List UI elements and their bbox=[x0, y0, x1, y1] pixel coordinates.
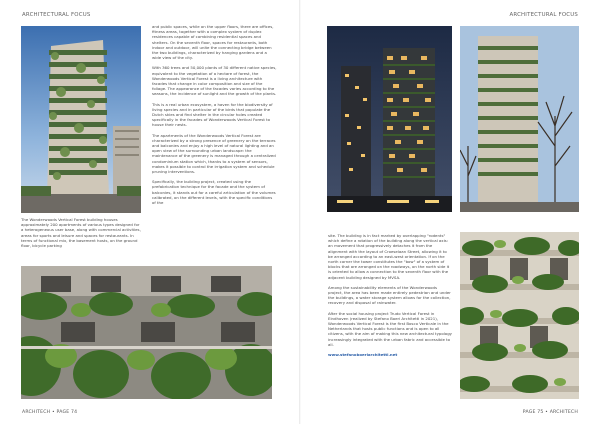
right-text-col-c bbox=[328, 233, 452, 362]
section-header-left: ARCHITECTURAL FOCUS bbox=[22, 12, 91, 18]
tower-daylight-photo bbox=[21, 26, 141, 213]
footer-left: ARCHITECH • PAGE 74 bbox=[22, 410, 78, 415]
paragraph: site. The building is in fact marked by overlapping "rodents" which define a rotation of the building along the vertical axis: an movement that progressively detaches it from the alignment with the layout of Croeselaan Street, allowing it to be arranged according to an east-west orientation. If on the north corner the tower constitutes the "bow" of a system of blocks that are arranged on the roadways, on the north side it is oriented to allow a connection to the seventh floor with the adjacent building designed by MVSA. bbox=[328, 233, 450, 280]
green-facade-photo bbox=[21, 266, 272, 399]
paragraph: Specifically, the building project, created using the prefabrication technique for the facade and the system of balconies, it stands out for a careful articulation of the volumes calibrated, on the different levels, with the specific conditions of the bbox=[152, 179, 276, 206]
left-text-col-a bbox=[21, 217, 141, 253]
paragraph: and public spaces, while on the upper floors, there are offices, fitness areas, together with a complex system of duplex residences capable of combining residential spaces and shelters. On the seventh floor, spaces for restaurants, both indoor and outdoor, will unite the connecting bridge between the two buildings, characterized by hanging gardens and a wide view of the city. bbox=[152, 24, 274, 61]
tower-night-photo bbox=[327, 26, 452, 212]
left-text-col-b bbox=[152, 24, 277, 210]
website-link[interactable]: www.stefanoboeriarchitetti.net bbox=[328, 352, 398, 358]
footer-right: PAGE 75 • ARCHITECH bbox=[522, 410, 578, 415]
paragraph: The apartments of the Wonderwoods Vertical Forest are characterized by a strong presence of greenery on the terraces and balconies and enjoy a high level of natural lighting and an open view of the surrounding urban landscape: the maintenance of the greenery is managed through a centralized condominium station which, thanks to a system of sensors, makes it possible to control the irrigation system and schedule pruning interventions. bbox=[152, 132, 276, 175]
paragraph: After the social housing project Trudo Vertical Forest in Eindhoven (realized by Stefano Boeri Architetti in 2021), Wonderwoods Vertical Forest is the first Bosco Verticale in the Netherlands that hosts public functions and is open to all citizens, with the aim of making this new architectural typology increasingly integrated with the urban fabric and accessible to all. bbox=[328, 310, 452, 347]
page-spine bbox=[299, 0, 301, 424]
paragraph: With 360 trees and 50,000 plants of 30 different native species, equivalent to the vegetation of a hectare of forest, the Wonderwoods Vertical Forest is a living architecture with facades that change in color composition and size of the foliage. The appearance of the facades varies according to the seasons, the incidence of sunlight and the growth of the plants. bbox=[152, 65, 277, 97]
section-header-right: ARCHITECTURAL FOCUS bbox=[509, 12, 578, 18]
tower-trees-photo bbox=[460, 26, 579, 212]
paragraph: This is a real urban ecosystem, a haven for the biodiversity of living species and in particular of the birds that populate the Dutch skies and find shelter in the circular holes created specifically in the facades of Wonderwoods Vertical Forest to house their nests. bbox=[152, 101, 273, 128]
balconies-photo bbox=[460, 232, 579, 399]
paragraph: The Wonderwoods Vertical Forest building houses approximately 200 apartments of various types designed for a heterogeneous user base, along with commercial activities, areas for sports and leisure and spaces for restaurants. In terms of functional mix, the basement hosts, on the ground floor, bicycle parking bbox=[21, 217, 141, 249]
paragraph: Among the sustainability elements of the Wonderwoods project, the area has been made entirely pedestrian and under the buildings, a water storage system allows for the collection, recovery and disposal of rainwater. bbox=[328, 284, 451, 306]
